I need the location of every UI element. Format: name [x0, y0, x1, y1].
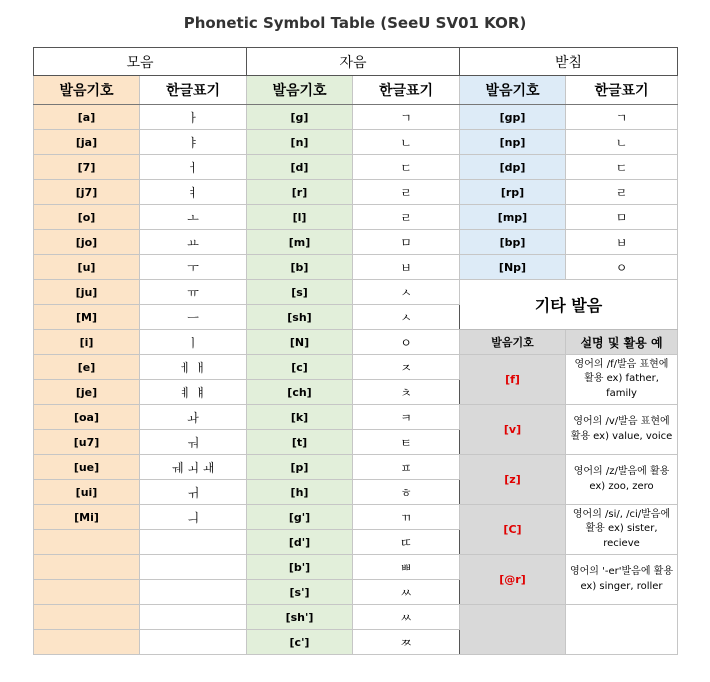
group-header-vowels: 모음 [34, 48, 247, 76]
consonant-symbol: [N] [247, 330, 353, 355]
vowel-symbol: [a] [34, 105, 140, 130]
consonant-symbol: [ch] [247, 380, 353, 405]
batchim-symbol: [np] [460, 130, 566, 155]
vowel-hangul [140, 555, 247, 580]
other-symbol: [f] [460, 355, 566, 405]
phonetic-table [33, 47, 678, 655]
batchim-hangul: ㅁ [566, 205, 678, 230]
consonant-hangul: ㄹ [353, 180, 460, 205]
vowel-symbol: [oa] [34, 405, 140, 430]
column-header-hangul: 한글표기 [140, 76, 247, 105]
consonant-hangul: ㅂ [353, 255, 460, 280]
consonant-hangul: ㅃ [353, 555, 460, 580]
vowel-symbol: [j7] [34, 180, 140, 205]
column-header-hangul: 한글표기 [353, 76, 460, 105]
vowel-hangul: ㅛ [140, 230, 247, 255]
group-header-consonants: 자음 [247, 48, 460, 76]
vowel-hangul [140, 630, 247, 655]
consonant-hangul: ㅉ [353, 630, 460, 655]
consonant-symbol: [sh] [247, 305, 353, 330]
consonant-hangul: ㄱ [353, 105, 460, 130]
vowel-symbol: [jo] [34, 230, 140, 255]
other-symbol: [v] [460, 405, 566, 455]
other-description: 영어의 '-er'발음에 활용 ex) singer, roller [566, 555, 678, 605]
vowel-symbol: [M] [34, 305, 140, 330]
consonant-symbol: [m] [247, 230, 353, 255]
other-description: 영어의 /z/발음에 활용 ex) zoo, zero [566, 455, 678, 505]
consonant-hangul: ㅅ [353, 280, 460, 305]
consonant-symbol: [sh'] [247, 605, 353, 630]
batchim-symbol: [gp] [460, 105, 566, 130]
consonant-symbol: [b'] [247, 555, 353, 580]
consonant-symbol: [l] [247, 205, 353, 230]
column-header-description: 설명 및 활용 예 [566, 330, 678, 355]
consonant-hangul: ㅇ [353, 330, 460, 355]
consonant-hangul: ㄹ [353, 205, 460, 230]
batchim-hangul: ㅂ [566, 230, 678, 255]
vowel-symbol [34, 630, 140, 655]
vowel-symbol [34, 530, 140, 555]
consonant-hangul: ㅈ [353, 355, 460, 380]
vowel-hangul [140, 530, 247, 555]
other-description: 영어의 /si/, /ci/발음에 활용 ex) sister, recieve [566, 505, 678, 555]
batchim-symbol: [mp] [460, 205, 566, 230]
batchim-hangul: ㄷ [566, 155, 678, 180]
consonant-symbol: [s'] [247, 580, 353, 605]
vowel-symbol: [u7] [34, 430, 140, 455]
vowel-hangul: ㅓ [140, 155, 247, 180]
batchim-hangul: ㄴ [566, 130, 678, 155]
column-header-symbol: 발음기호 [460, 76, 566, 105]
vowel-hangul: ㅠ [140, 280, 247, 305]
vowel-hangul [140, 605, 247, 630]
batchim-symbol: [dp] [460, 155, 566, 180]
vowel-hangul: ㅝ [140, 430, 247, 455]
consonant-hangul: ㅁ [353, 230, 460, 255]
consonant-symbol: [p] [247, 455, 353, 480]
vowel-hangul: ㅜ [140, 255, 247, 280]
consonant-hangul: ㅎ [353, 480, 460, 505]
consonant-symbol: [b] [247, 255, 353, 280]
consonant-hangul: ㄷ [353, 155, 460, 180]
consonant-symbol: [h] [247, 480, 353, 505]
column-header-hangul: 한글표기 [566, 76, 678, 105]
batchim-symbol: [Np] [460, 255, 566, 280]
consonant-symbol: [d'] [247, 530, 353, 555]
consonant-hangul: ㅆ [353, 580, 460, 605]
vowel-symbol: [je] [34, 380, 140, 405]
consonant-symbol: [d] [247, 155, 353, 180]
vowel-hangul: ㅗ [140, 205, 247, 230]
batchim-hangul: ㅇ [566, 255, 678, 280]
vowel-symbol: [ja] [34, 130, 140, 155]
other-symbol: [C] [460, 505, 566, 555]
batchim-symbol: [bp] [460, 230, 566, 255]
other-symbol: [@r] [460, 555, 566, 605]
vowel-hangul: ㅘ [140, 405, 247, 430]
vowel-hangul: ㅕ [140, 180, 247, 205]
vowel-symbol: [Mi] [34, 505, 140, 530]
vowel-symbol: [e] [34, 355, 140, 380]
other-description: 영어의 /v/발음 표현에 활용 ex) value, voice [566, 405, 678, 455]
vowel-hangul: ㅏ [140, 105, 247, 130]
vowel-hangul: ㅔ ㅐ [140, 355, 247, 380]
vowel-hangul: ㅣ [140, 330, 247, 355]
other-description: 영어의 /f/발음 표현에 활용 ex) father, family [566, 355, 678, 405]
vowel-symbol: [i] [34, 330, 140, 355]
consonant-symbol: [g] [247, 105, 353, 130]
consonant-hangul: ㄲ [353, 505, 460, 530]
batchim-hangul: ㄹ [566, 180, 678, 205]
consonant-symbol: [c'] [247, 630, 353, 655]
vowel-symbol: [u] [34, 255, 140, 280]
vowel-symbol [34, 605, 140, 630]
page-title: Phonetic Symbol Table (SeeU SV01 KOR) [183, 14, 527, 32]
consonant-symbol: [n] [247, 130, 353, 155]
consonant-symbol: [k] [247, 405, 353, 430]
group-header-batchim: 받침 [460, 48, 678, 76]
vowel-symbol [34, 580, 140, 605]
consonant-hangul: ㅆ [353, 605, 460, 630]
vowel-hangul: ㅖ ㅒ [140, 380, 247, 405]
consonant-symbol: [r] [247, 180, 353, 205]
consonant-hangul: ㄸ [353, 530, 460, 555]
column-header-symbol: 발음기호 [247, 76, 353, 105]
consonant-symbol: [s] [247, 280, 353, 305]
vowel-symbol: [o] [34, 205, 140, 230]
other-symbol: [z] [460, 455, 566, 505]
column-header-symbol: 발음기호 [460, 330, 566, 355]
vowel-hangul: ㅢ [140, 505, 247, 530]
column-header-symbol: 발음기호 [34, 76, 140, 105]
vowel-symbol [34, 555, 140, 580]
consonant-symbol: [t] [247, 430, 353, 455]
batchim-symbol: [rp] [460, 180, 566, 205]
vowel-symbol: [7] [34, 155, 140, 180]
vowel-hangul: ㅑ [140, 130, 247, 155]
consonant-hangul: ㅋ [353, 405, 460, 430]
vowel-symbol: [ui] [34, 480, 140, 505]
vowel-hangul: ㅞ ㅚ ㅙ [140, 455, 247, 480]
consonant-hangul: ㅌ [353, 430, 460, 455]
other-symbol-empty [460, 605, 566, 655]
consonant-hangul: ㄴ [353, 130, 460, 155]
consonant-hangul: ㅍ [353, 455, 460, 480]
consonant-symbol: [g'] [247, 505, 353, 530]
vowel-hangul: ㅡ [140, 305, 247, 330]
consonant-hangul: ㅅ [353, 305, 460, 330]
consonant-symbol: [c] [247, 355, 353, 380]
vowel-symbol: [ju] [34, 280, 140, 305]
other-pronunciation-title: 기타 발음 [460, 280, 678, 330]
vowel-symbol: [ue] [34, 455, 140, 480]
vowel-hangul: ㅟ [140, 480, 247, 505]
batchim-hangul: ㄱ [566, 105, 678, 130]
other-description-empty [566, 605, 678, 655]
consonant-hangul: ㅊ [353, 380, 460, 405]
vowel-hangul [140, 580, 247, 605]
